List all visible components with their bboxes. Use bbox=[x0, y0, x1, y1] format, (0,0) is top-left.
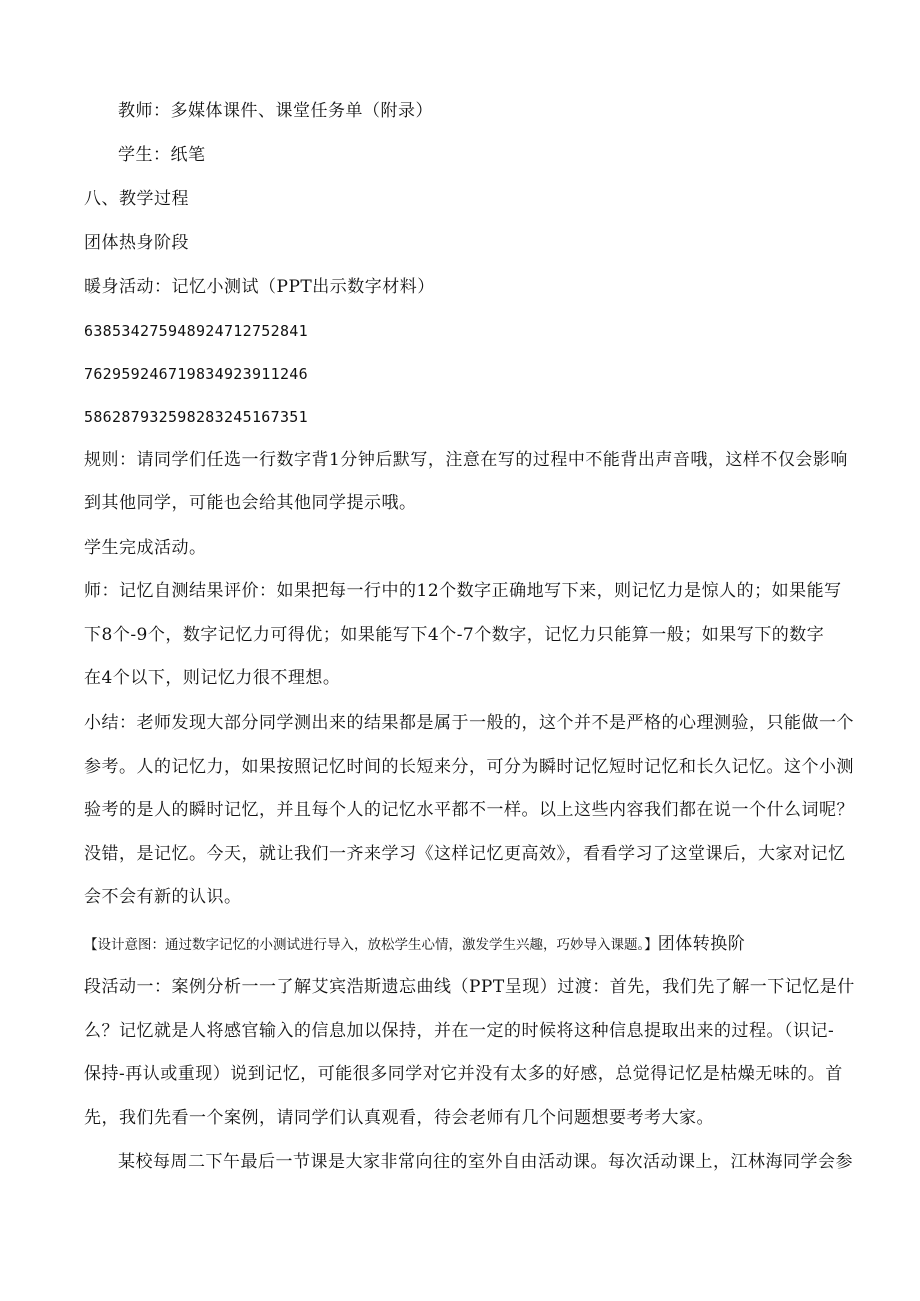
rules-line-2: 到其他同学，可能也会给其他同学提示哦。 bbox=[84, 493, 417, 513]
summary-line-4: 没错，是记忆。今天，就让我们一齐来学习《这样记忆更高效》，看看学习了这堂课后，大家对记忆 bbox=[84, 844, 846, 864]
section-heading: 八、教学过程 bbox=[84, 189, 189, 209]
digit-row-3: 586287932598283245167351 bbox=[84, 408, 308, 426]
summary-line-2: 参考。人的记忆力，如果按照记忆时间的长短来分，可分为瞬时记忆短时记忆和长久记忆。这个小测 bbox=[84, 757, 854, 777]
materials-teacher: 教师：多媒体课件、课堂任务单（附录） bbox=[118, 101, 433, 121]
case-story-line: 某校每周二下午最后一节课是大家非常向往的室外自由活动课。每次活动课上，江林海同学会参 bbox=[118, 1152, 853, 1172]
case-analysis-line-4: 先，我们先看一个案例，请同学们认真观看，待会老师有几个问题想要考考大家。 bbox=[84, 1108, 714, 1128]
case-analysis-line-2: 么？记忆就是人将感官输入的信息加以保持，并在一定的时候将这种信息提取出来的过程。（识记- bbox=[84, 1021, 835, 1041]
case-analysis-line-1: 段活动一：案例分析一一了解艾宾浩斯遗忘曲线（PPT呈现）过渡：首先，我们先了解一下记忆是什 bbox=[84, 977, 855, 997]
summary-line-5: 会不会有新的认识。 bbox=[84, 887, 242, 907]
students-complete: 学生完成活动。 bbox=[84, 538, 207, 558]
warmup-activity: 暖身活动：记忆小测试（PPT出示数字材料） bbox=[84, 277, 435, 297]
materials-student: 学生：纸笔 bbox=[118, 145, 206, 165]
case-analysis-line-3: 保持-再认或重现）说到记忆，可能很多同学对它并没有太多的好感，总觉得记忆是枯燥无味的。首 bbox=[84, 1064, 843, 1084]
summary-line-3: 验考的是人的瞬时记忆，并且每个人的记忆水平都不一样。以上这些内容我们都在说一个什么词呢？ bbox=[84, 800, 854, 820]
digit-row-2: 762959246719834923911246 bbox=[84, 365, 308, 383]
rules-line-1: 规则：请同学们任选一行数字背1分钟后默写，注意在写的过程中不能背出声音哦，这样不仅会影响 bbox=[84, 450, 848, 470]
digit-row-1: 638534275948924712752841 bbox=[84, 322, 308, 340]
design-intent-note: 【设计意图：通过数字记忆的小测试进行导入，放松学生心情，激发学生兴趣，巧妙导入课题。】 bbox=[84, 937, 658, 953]
design-intent-line bbox=[84, 933, 745, 956]
evaluation-line-1: 师：记忆自测结果评价：如果把每一行中的12个数字正确地写下来，则记忆力是惊人的；如果能写 bbox=[84, 581, 842, 601]
design-intent-tail: 团体转换阶 bbox=[657, 934, 746, 954]
summary-line-1: 小结：老师发现大部分同学测出来的结果都是属于一般的，这个并不是严格的心理测验，只能做一个 bbox=[84, 713, 854, 733]
evaluation-line-2: 下8个-9个，数字记忆力可得优；如果能写下4个-7个数字，记忆力只能算一般；如果写下的数字 bbox=[84, 625, 825, 645]
evaluation-line-3: 在4个以下，则记忆力很不理想。 bbox=[84, 668, 341, 688]
stage-heading: 团体热身阶段 bbox=[84, 233, 189, 253]
